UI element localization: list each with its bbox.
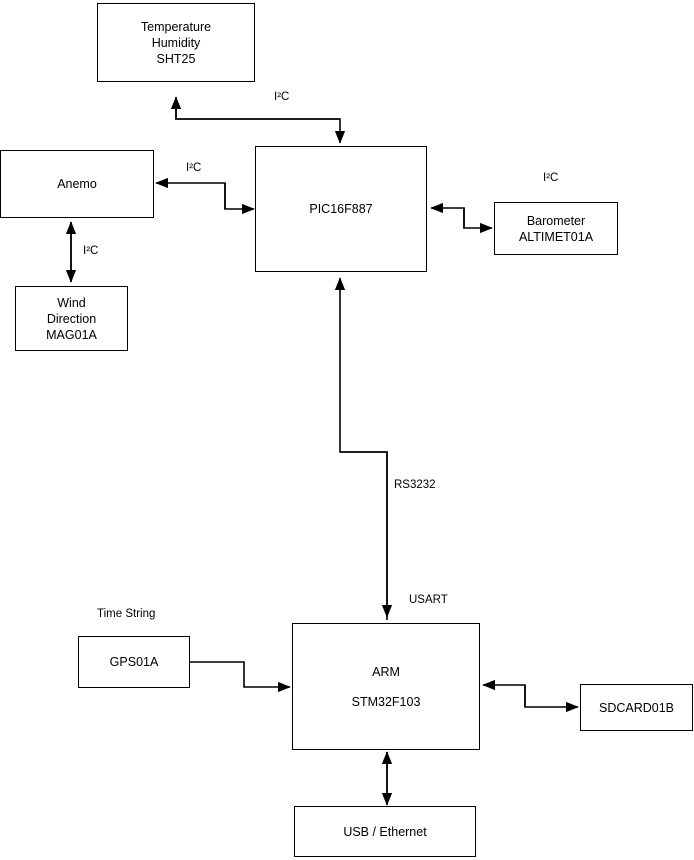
node-sht25-line-2: SHT25 bbox=[156, 51, 196, 66]
node-sdcard01b[interactable] bbox=[580, 684, 693, 731]
node-usb-ethernet[interactable] bbox=[294, 806, 476, 857]
node-barometer[interactable] bbox=[494, 202, 618, 255]
node-mag01a-line-1: Direction bbox=[46, 311, 97, 326]
node-mag01a[interactable] bbox=[15, 286, 128, 351]
node-arm-line-1: STM32F103 bbox=[351, 694, 421, 709]
connector-pic-to-sht25 bbox=[176, 97, 340, 143]
connector-anemo-to-pic bbox=[156, 183, 254, 209]
connector-arm-to-sdcard bbox=[483, 685, 578, 707]
node-usb-ethernet-line-0: USB / Ethernet bbox=[343, 824, 427, 839]
edge-label-rs3232: RS3232 bbox=[394, 479, 436, 491]
edge-label-i2c-mag01a: I²C bbox=[83, 245, 99, 257]
edge-label-i2c-anemo: I²C bbox=[186, 162, 202, 174]
edge-label-time-string: Time String bbox=[97, 608, 156, 620]
node-pic16f887[interactable] bbox=[255, 146, 427, 272]
connector-pic-to-barometer bbox=[431, 208, 492, 228]
edge-label-i2c-sht25: I²C bbox=[274, 91, 290, 103]
node-anemo-line-0: Anemo bbox=[57, 177, 97, 191]
node-arm-stm32f103[interactable] bbox=[292, 623, 480, 750]
node-gps01a-line-0: GPS01A bbox=[109, 655, 159, 669]
connector-arm-to-pic-rs3232 bbox=[340, 278, 387, 620]
node-mag01a-line-2: MAG01A bbox=[46, 327, 97, 342]
node-barometer-line-0: Barometer bbox=[526, 213, 586, 228]
node-sht25-line-0: Temperature bbox=[140, 19, 212, 34]
node-mag01a-line-0: Wind bbox=[57, 295, 86, 310]
node-anemo[interactable] bbox=[0, 150, 154, 218]
node-barometer-line-1: ALTIMET01A bbox=[518, 229, 594, 244]
edge-label-usart: USART bbox=[409, 594, 448, 606]
node-sht25[interactable] bbox=[97, 3, 255, 82]
connector-gps-to-arm bbox=[190, 662, 290, 687]
node-gps01a[interactable] bbox=[78, 636, 190, 688]
node-sdcard01b-line-0: SDCARD01B bbox=[598, 700, 675, 715]
node-arm-line-0: ARM bbox=[372, 664, 400, 679]
edge-label-i2c-barometer: I²C bbox=[543, 172, 559, 184]
node-pic16f887-line-0: PIC16F887 bbox=[309, 202, 373, 216]
node-sht25-line-1: Humidity bbox=[151, 35, 201, 50]
